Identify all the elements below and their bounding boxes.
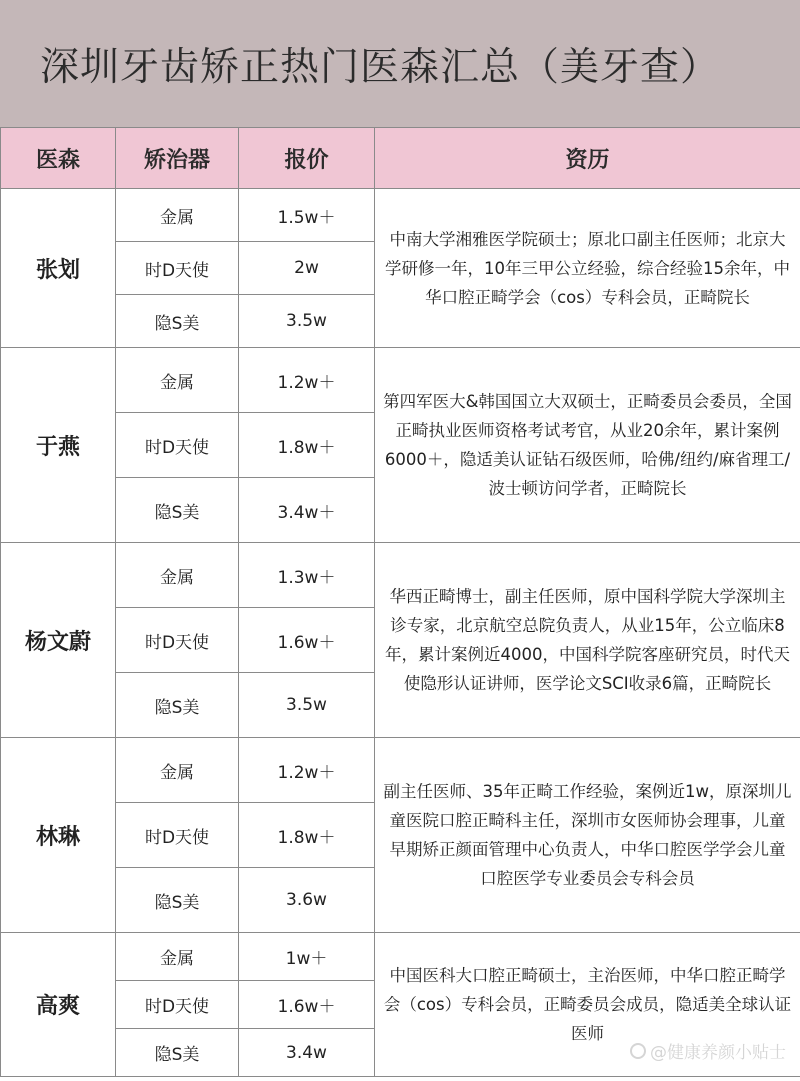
doctor-name: 高爽	[1, 933, 116, 1077]
appliance-cell: 隐S美	[116, 673, 239, 738]
appliance-cell: 金属	[116, 543, 239, 608]
price-cell: 3.5w	[239, 673, 375, 738]
price-cell: 1.8w＋	[239, 413, 375, 478]
appliance-cell: 金属	[116, 189, 239, 242]
watermark	[630, 1038, 786, 1063]
credentials-cell: 中国医科大口腔正畸硕士，主治医师，中华口腔正畸学会（cos）专科会员，正畸委员会成员，隐适美全球认证医师	[375, 933, 800, 1077]
doctor-name: 林琳	[1, 738, 116, 933]
appliance-cell: 时D天使	[116, 242, 239, 295]
credentials-cell: 中南大学湘雅医学院硕士；原北口副主任医师；北京大学研修一年，10年三甲公立经验，综合经验15余年，中华口腔正畸学会（cos）专科会员，正畸院长	[375, 189, 800, 348]
price-cell: 3.4w	[239, 1029, 375, 1077]
appliance-cell: 金属	[116, 348, 239, 413]
appliance-cell: 时D天使	[116, 608, 239, 673]
header-price: 报价	[239, 128, 375, 189]
appliance-cell: 金属	[116, 933, 239, 981]
table-row	[1, 738, 800, 803]
header-credentials: 资历	[375, 128, 800, 189]
price-cell: 1.6w＋	[239, 981, 375, 1029]
price-cell: 1.8w＋	[239, 803, 375, 868]
title-bar	[0, 0, 800, 127]
appliance-cell: 隐S美	[116, 868, 239, 933]
account-icon	[630, 1043, 646, 1059]
price-cell: 1.6w＋	[239, 608, 375, 673]
table-row	[1, 348, 800, 413]
price-cell: 3.6w	[239, 868, 375, 933]
price-cell: 1.2w＋	[239, 348, 375, 413]
table-header-row	[1, 128, 800, 189]
price-cell: 3.4w＋	[239, 478, 375, 543]
appliance-cell: 时D天使	[116, 803, 239, 868]
credentials-cell: 华西正畸博士，副主任医师，原中国科学院大学深圳主诊专家，北京航空总院负责人，从业15年，公立临床8年，累计案例近4000，中国科学院客座研究员，时代天使隐形认证讲师，医学论文SCI收录6篇，正畸院长	[375, 543, 800, 738]
appliance-cell: 隐S美	[116, 1029, 239, 1077]
doctor-table	[0, 127, 800, 1077]
credentials-cell: 副主任医师、35年正畸工作经验，案例近1w，原深圳儿童医院口腔正畸科主任，深圳市女医师协会理事，儿童早期矫正颜面管理中心负责人，中华口腔医学学会儿童口腔医学专业委员会专科会员	[375, 738, 800, 933]
appliance-cell: 金属	[116, 738, 239, 803]
doctor-name: 于燕	[1, 348, 116, 543]
doctor-name: 杨文蔚	[1, 543, 116, 738]
appliance-cell: 时D天使	[116, 413, 239, 478]
table-row	[1, 933, 800, 981]
price-cell: 1.2w＋	[239, 738, 375, 803]
table-row	[1, 189, 800, 242]
appliance-cell: 隐S美	[116, 478, 239, 543]
price-cell: 1w＋	[239, 933, 375, 981]
appliance-cell: 隐S美	[116, 295, 239, 348]
header-doctor: 医森	[1, 128, 116, 189]
watermark-text: @健康养颜小贴士	[650, 1043, 786, 1063]
appliance-cell: 时D天使	[116, 981, 239, 1029]
price-cell: 1.5w＋	[239, 189, 375, 242]
price-cell: 3.5w	[239, 295, 375, 348]
table-row	[1, 543, 800, 608]
price-cell: 1.3w＋	[239, 543, 375, 608]
price-cell: 2w	[239, 242, 375, 295]
credentials-cell: 第四军医大&韩国国立大双硕士，正畸委员会委员，全国正畸执业医师资格考试考官，从业20余年，累计案例6000＋，隐适美认证钻石级医师，哈佛/纽约/麻省理工/波士顿访问学者，正畸院长	[375, 348, 800, 543]
header-appliance: 矫治器	[116, 128, 239, 189]
doctor-name: 张划	[1, 189, 116, 348]
page-title: 深圳牙齿矫正热门医森汇总（美牙查）	[40, 44, 721, 90]
